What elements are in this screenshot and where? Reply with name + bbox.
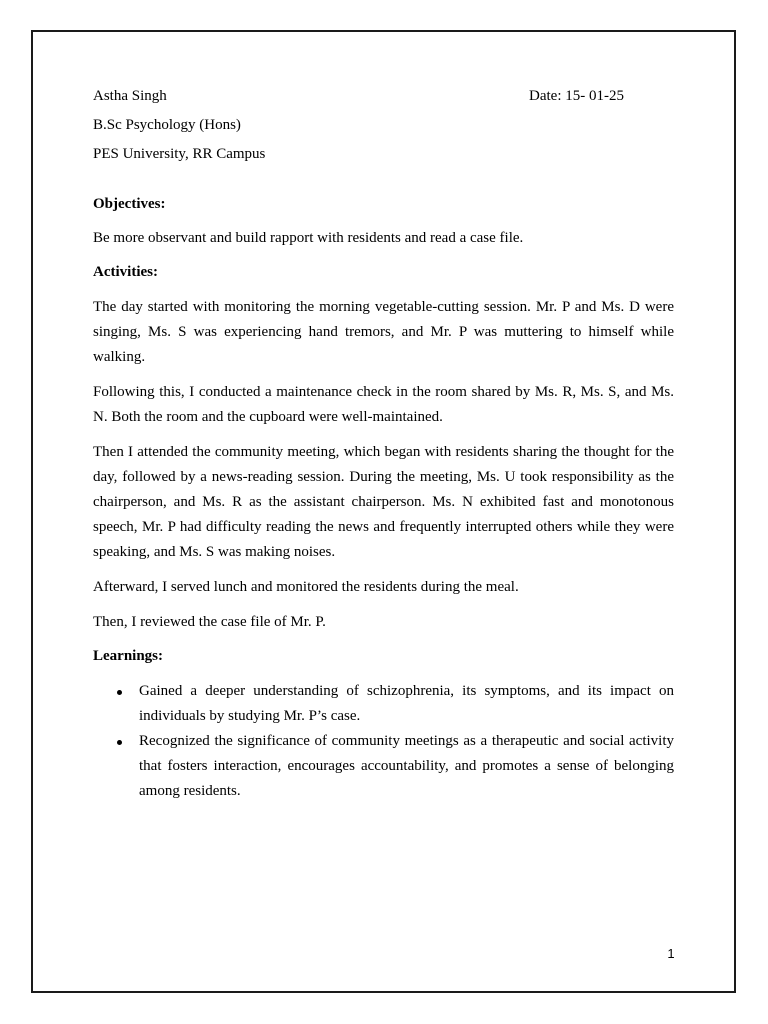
activity-paragraph-2: Following this, I conducted a maintenance check in the room shared by Ms. R, Ms. S, and Ms. N. Both the room and the cupboard were well-maintained. [93, 384, 674, 425]
learnings-heading: Learnings: [93, 648, 164, 664]
document-date: Date: 15- 01-25 [529, 88, 624, 104]
learning-item-text: Gained a deeper understanding of schizophrenia, its symptoms, and its impact on individuals by studying Mr. P’s case. [139, 683, 674, 724]
objectives-text: Be more observant and build rapport with residents and read a case file. [93, 230, 524, 246]
bullet-icon [117, 690, 122, 695]
institution-line [93, 144, 674, 173]
institution-name: PES University, RR Campus [93, 146, 266, 162]
program-name: B.Sc Psychology (Hons) [93, 117, 241, 133]
learnings-list [93, 679, 674, 804]
activity-paragraph-4: Afterward, I served lunch and monitored the residents during the meal. [93, 579, 519, 595]
document-body [93, 86, 674, 804]
activity-paragraph-3: Then I attended the community meeting, which began with residents sharing the thought for the day, followed by a news-reading session. During the meeting, Ms. U took responsibility as the chairperson, and Ms. R as the assistant chairperson. Ms. N exhibited fast and monotonous speech, Mr. P had difficulty reading the news and frequently interrupted others while they were speaking, and Ms. S was making noises. [93, 444, 674, 560]
activities-heading: Activities: [93, 264, 158, 280]
header-name-date-line [93, 86, 674, 115]
objectives-heading: Objectives: [93, 196, 166, 212]
program-line [93, 115, 674, 144]
page-number: 1 [667, 946, 675, 961]
learning-item [93, 679, 674, 729]
activity-paragraph-1: The day started with monitoring the morning vegetable-cutting session. Mr. P and Ms. D were singing, Ms. S was experiencing hand tremors, and Mr. P was muttering to himself while walking. [93, 299, 674, 365]
bullet-icon [117, 740, 122, 745]
author-name: Astha Singh [93, 88, 167, 104]
learning-item-text: Recognized the significance of community meetings as a therapeutic and social activity that fosters interaction, encourages accountability, and promotes a sense of belonging among residents. [139, 733, 674, 799]
learning-item [93, 729, 674, 804]
activity-paragraph-5: Then, I reviewed the case file of Mr. P. [93, 614, 326, 630]
